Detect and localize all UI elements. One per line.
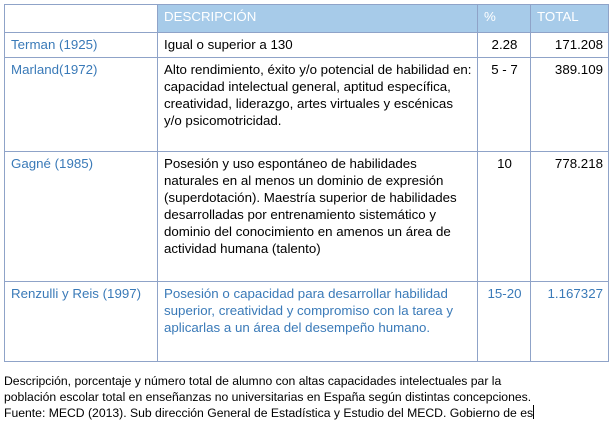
caption-line: población escolar total en enseñanzas no universitarias en España según distintas concepciones. xyxy=(4,389,532,404)
total-cell: 1.167327 xyxy=(531,282,609,362)
header-cell-author xyxy=(5,5,158,33)
percent-cell: 5 - 7 xyxy=(478,58,531,152)
table-caption[interactable] xyxy=(4,374,608,422)
total-cell: 389.109 xyxy=(531,58,609,152)
header-cell-percent: % xyxy=(478,5,531,33)
author-cell: Marland(1972) xyxy=(5,58,158,152)
caption-line: Descripción, porcentaje y número total de alumno con altas capacidades intelectuales par la xyxy=(4,374,502,388)
table-row xyxy=(5,58,609,152)
percent-cell: 2.28 xyxy=(478,33,531,58)
author-cell: Gagné (1985) xyxy=(5,152,158,282)
percent-cell: 10 xyxy=(478,152,531,282)
table-row xyxy=(5,152,609,282)
caption-source-text: Fuente: MECD (2013). Sub dirección General de Estadística y Estudio del MECD. Gobierno de es xyxy=(4,406,534,420)
description-cell: Alto rendimiento, éxito y/o potencial de habilidad en: capacidad intelectual general, aptitud específica, creatividad, liderazgo, artes virtuales y escénicas y/o psicomotricidad. xyxy=(158,58,478,152)
header-cell-total: TOTAL xyxy=(531,5,609,33)
table-row xyxy=(5,33,609,58)
percent-cell: 15-20 xyxy=(478,282,531,362)
description-cell: Posesión y uso espontáneo de habilidades naturales en al menos un dominio de expresión (superdotación). Maestría superior de habilidades desarrolladas por entrenamiento sistemático y dominio del conocimiento en amenos un área de actividad humana (talento) xyxy=(158,152,478,282)
description-cell: Posesión o capacidad para desarrollar habilidad superior, creatividad y compromiso con la tarea y aplicarlas a un área del desempeño humano. xyxy=(158,282,478,362)
header-cell-description: DESCRIPCIÓN xyxy=(158,5,478,33)
description-cell: Igual o superior a 130 xyxy=(158,33,478,58)
table-row xyxy=(5,282,609,362)
author-cell: Renzulli y Reis (1997) xyxy=(5,282,158,362)
table-header-row xyxy=(5,5,609,33)
total-cell: 171.208 xyxy=(531,33,609,58)
caption-line-source xyxy=(4,405,608,422)
document-body xyxy=(4,4,608,362)
total-cell: 778.218 xyxy=(531,152,609,282)
data-table xyxy=(4,4,609,362)
text-cursor xyxy=(533,405,534,419)
author-cell: Terman (1925) xyxy=(5,33,158,58)
